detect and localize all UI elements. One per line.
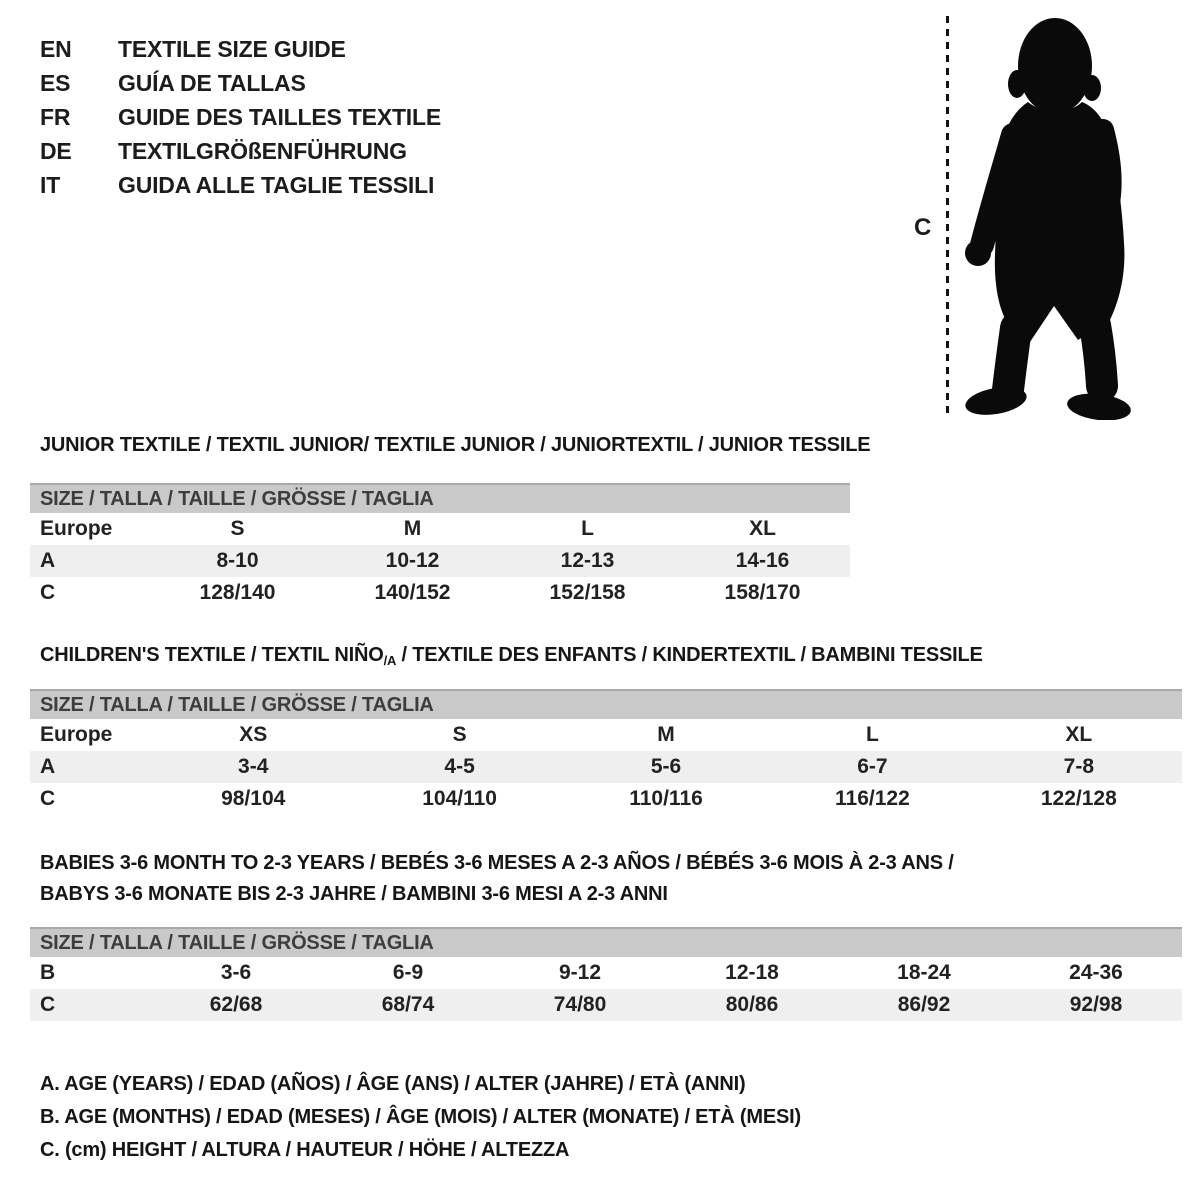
- measurement-legend: [40, 1068, 801, 1167]
- language-label: GUIDE DES TAILLES TEXTILE: [118, 103, 441, 130]
- cell-value: S: [230, 517, 245, 540]
- children-section-title: [40, 644, 983, 667]
- language-code: EN: [40, 35, 72, 62]
- cell-value: 5-6: [650, 755, 682, 778]
- cell-value: 6-9: [392, 961, 424, 984]
- junior-section-title: JUNIOR TEXTILE / TEXTIL JUNIOR/ TEXTILE JUNIOR / JUNIORTEXTIL / JUNIOR TESSILE: [40, 434, 871, 456]
- cell-value: 140/152: [374, 581, 451, 604]
- height-measure-label: C: [914, 214, 932, 241]
- row-label: B: [40, 961, 56, 984]
- table-row: [30, 751, 1182, 783]
- language-label: GUÍA DE TALLAS: [118, 69, 306, 96]
- language-row-fr: [40, 100, 441, 134]
- cell-value: 9-12: [558, 961, 602, 984]
- language-title-list: [40, 32, 441, 202]
- cell-value: 3-6: [220, 961, 252, 984]
- language-code: FR: [40, 103, 71, 130]
- legend-line-c: C. (cm) HEIGHT / ALTURA / HAUTEUR / HÖHE / ALTEZZA: [40, 1139, 570, 1161]
- row-label: C: [40, 993, 56, 1016]
- table-row: [30, 783, 1182, 815]
- toddler-silhouette-icon: [958, 10, 1138, 420]
- cell-value: L: [581, 517, 594, 540]
- language-label: GUIDA ALLE TAGLIE TESSILI: [118, 171, 435, 198]
- cell-value: 6-7: [857, 755, 888, 778]
- cell-value: 8-10: [216, 549, 259, 572]
- cell-value: 122/128: [1040, 787, 1117, 810]
- row-label: A: [40, 549, 56, 572]
- table-row: [30, 719, 1182, 751]
- cell-value: 4-5: [444, 755, 475, 778]
- cell-value: 12-18: [725, 961, 779, 984]
- children-size-header-bar: SIZE / TALLA / TAILLE / GRÖSSE / TAGLIA: [30, 689, 1182, 719]
- language-label: TEXTILE SIZE GUIDE: [118, 35, 346, 62]
- babies-table-rows: [30, 957, 1182, 1021]
- table-row: [30, 545, 850, 577]
- children-title-pre: CHILDREN'S TEXTILE / TEXTIL NIÑO: [40, 644, 384, 666]
- cell-value: 128/140: [199, 581, 276, 604]
- cell-value: 12-13: [560, 549, 615, 572]
- cell-value: 68/74: [381, 993, 435, 1016]
- cell-value: S: [452, 723, 467, 746]
- language-label: TEXTILGRÖßENFÜHRUNG: [118, 137, 407, 164]
- height-measure-dashed-line: [946, 16, 949, 416]
- cell-value: XS: [239, 723, 268, 746]
- junior-table-rows: [30, 513, 850, 609]
- babies-title-line2: BABYS 3-6 MONATE BIS 2-3 JAHRE / BAMBINI 3-6 MESI A 2-3 ANNI: [40, 883, 668, 905]
- children-size-table: [30, 689, 1182, 815]
- cell-value: 116/122: [835, 787, 910, 810]
- cell-value: 7-8: [1063, 755, 1094, 778]
- cell-value: 86/92: [897, 993, 951, 1016]
- cell-value: 104/110: [422, 787, 497, 810]
- babies-size-header-bar: SIZE / TALLA / TAILLE / GRÖSSE / TAGLIA: [30, 927, 1182, 957]
- junior-size-header-bar: SIZE / TALLA / TAILLE / GRÖSSE / TAGLIA: [30, 483, 850, 513]
- legend-line-a: A. AGE (YEARS) / EDAD (AÑOS) / ÂGE (ANS) / ALTER (JAHRE) / ETÀ (ANNI): [40, 1073, 746, 1095]
- babies-section-title: [40, 848, 954, 910]
- language-row-de: [40, 134, 441, 168]
- row-label: C: [40, 581, 56, 604]
- cell-value: 18-24: [897, 961, 951, 984]
- row-label: Europe: [40, 517, 113, 540]
- cell-value: 110/116: [629, 787, 703, 810]
- cell-value: M: [403, 517, 422, 540]
- babies-title-line1: BABIES 3-6 MONTH TO 2-3 YEARS / BEBÉS 3-6 MESES A 2-3 AÑOS / BÉBÉS 3-6 MOIS À 2-3 ANS /: [40, 852, 954, 874]
- language-row-en: [40, 32, 441, 66]
- cell-value: 3-4: [238, 755, 269, 778]
- row-label: Europe: [40, 723, 113, 746]
- children-title-post: / TEXTILE DES ENFANTS / KINDERTEXTIL / BAMBINI TESSILE: [396, 644, 983, 666]
- language-code: IT: [40, 171, 61, 198]
- babies-size-table: [30, 927, 1182, 1021]
- cell-value: 24-36: [1069, 961, 1123, 984]
- cell-value: L: [866, 723, 879, 746]
- cell-value: 74/80: [553, 993, 607, 1016]
- table-row: [30, 989, 1182, 1021]
- cell-value: 158/170: [724, 581, 801, 604]
- cell-value: 80/86: [725, 993, 779, 1016]
- children-title-sub: /A: [383, 653, 397, 668]
- cell-value: 152/158: [549, 581, 626, 604]
- cell-value: 62/68: [209, 993, 263, 1016]
- table-row: [30, 957, 1182, 989]
- language-row-es: [40, 66, 441, 100]
- children-table-rows: [30, 719, 1182, 815]
- cell-value: XL: [1065, 723, 1093, 746]
- table-row: [30, 577, 850, 609]
- cell-value: XL: [749, 517, 776, 540]
- row-label: C: [40, 787, 56, 810]
- legend-line-b: B. AGE (MONTHS) / EDAD (MESES) / ÂGE (MOIS) / ALTER (MONATE) / ETÀ (MESI): [40, 1106, 801, 1128]
- language-row-it: [40, 168, 441, 202]
- language-code: ES: [40, 69, 71, 96]
- row-label: A: [40, 755, 56, 778]
- language-code: DE: [40, 137, 72, 164]
- junior-size-table: [30, 483, 850, 609]
- cell-value: 98/104: [221, 787, 286, 810]
- cell-value: 14-16: [735, 549, 790, 572]
- table-row: [30, 513, 850, 545]
- cell-value: M: [657, 723, 675, 746]
- cell-value: 10-12: [385, 549, 440, 572]
- cell-value: 92/98: [1069, 993, 1123, 1016]
